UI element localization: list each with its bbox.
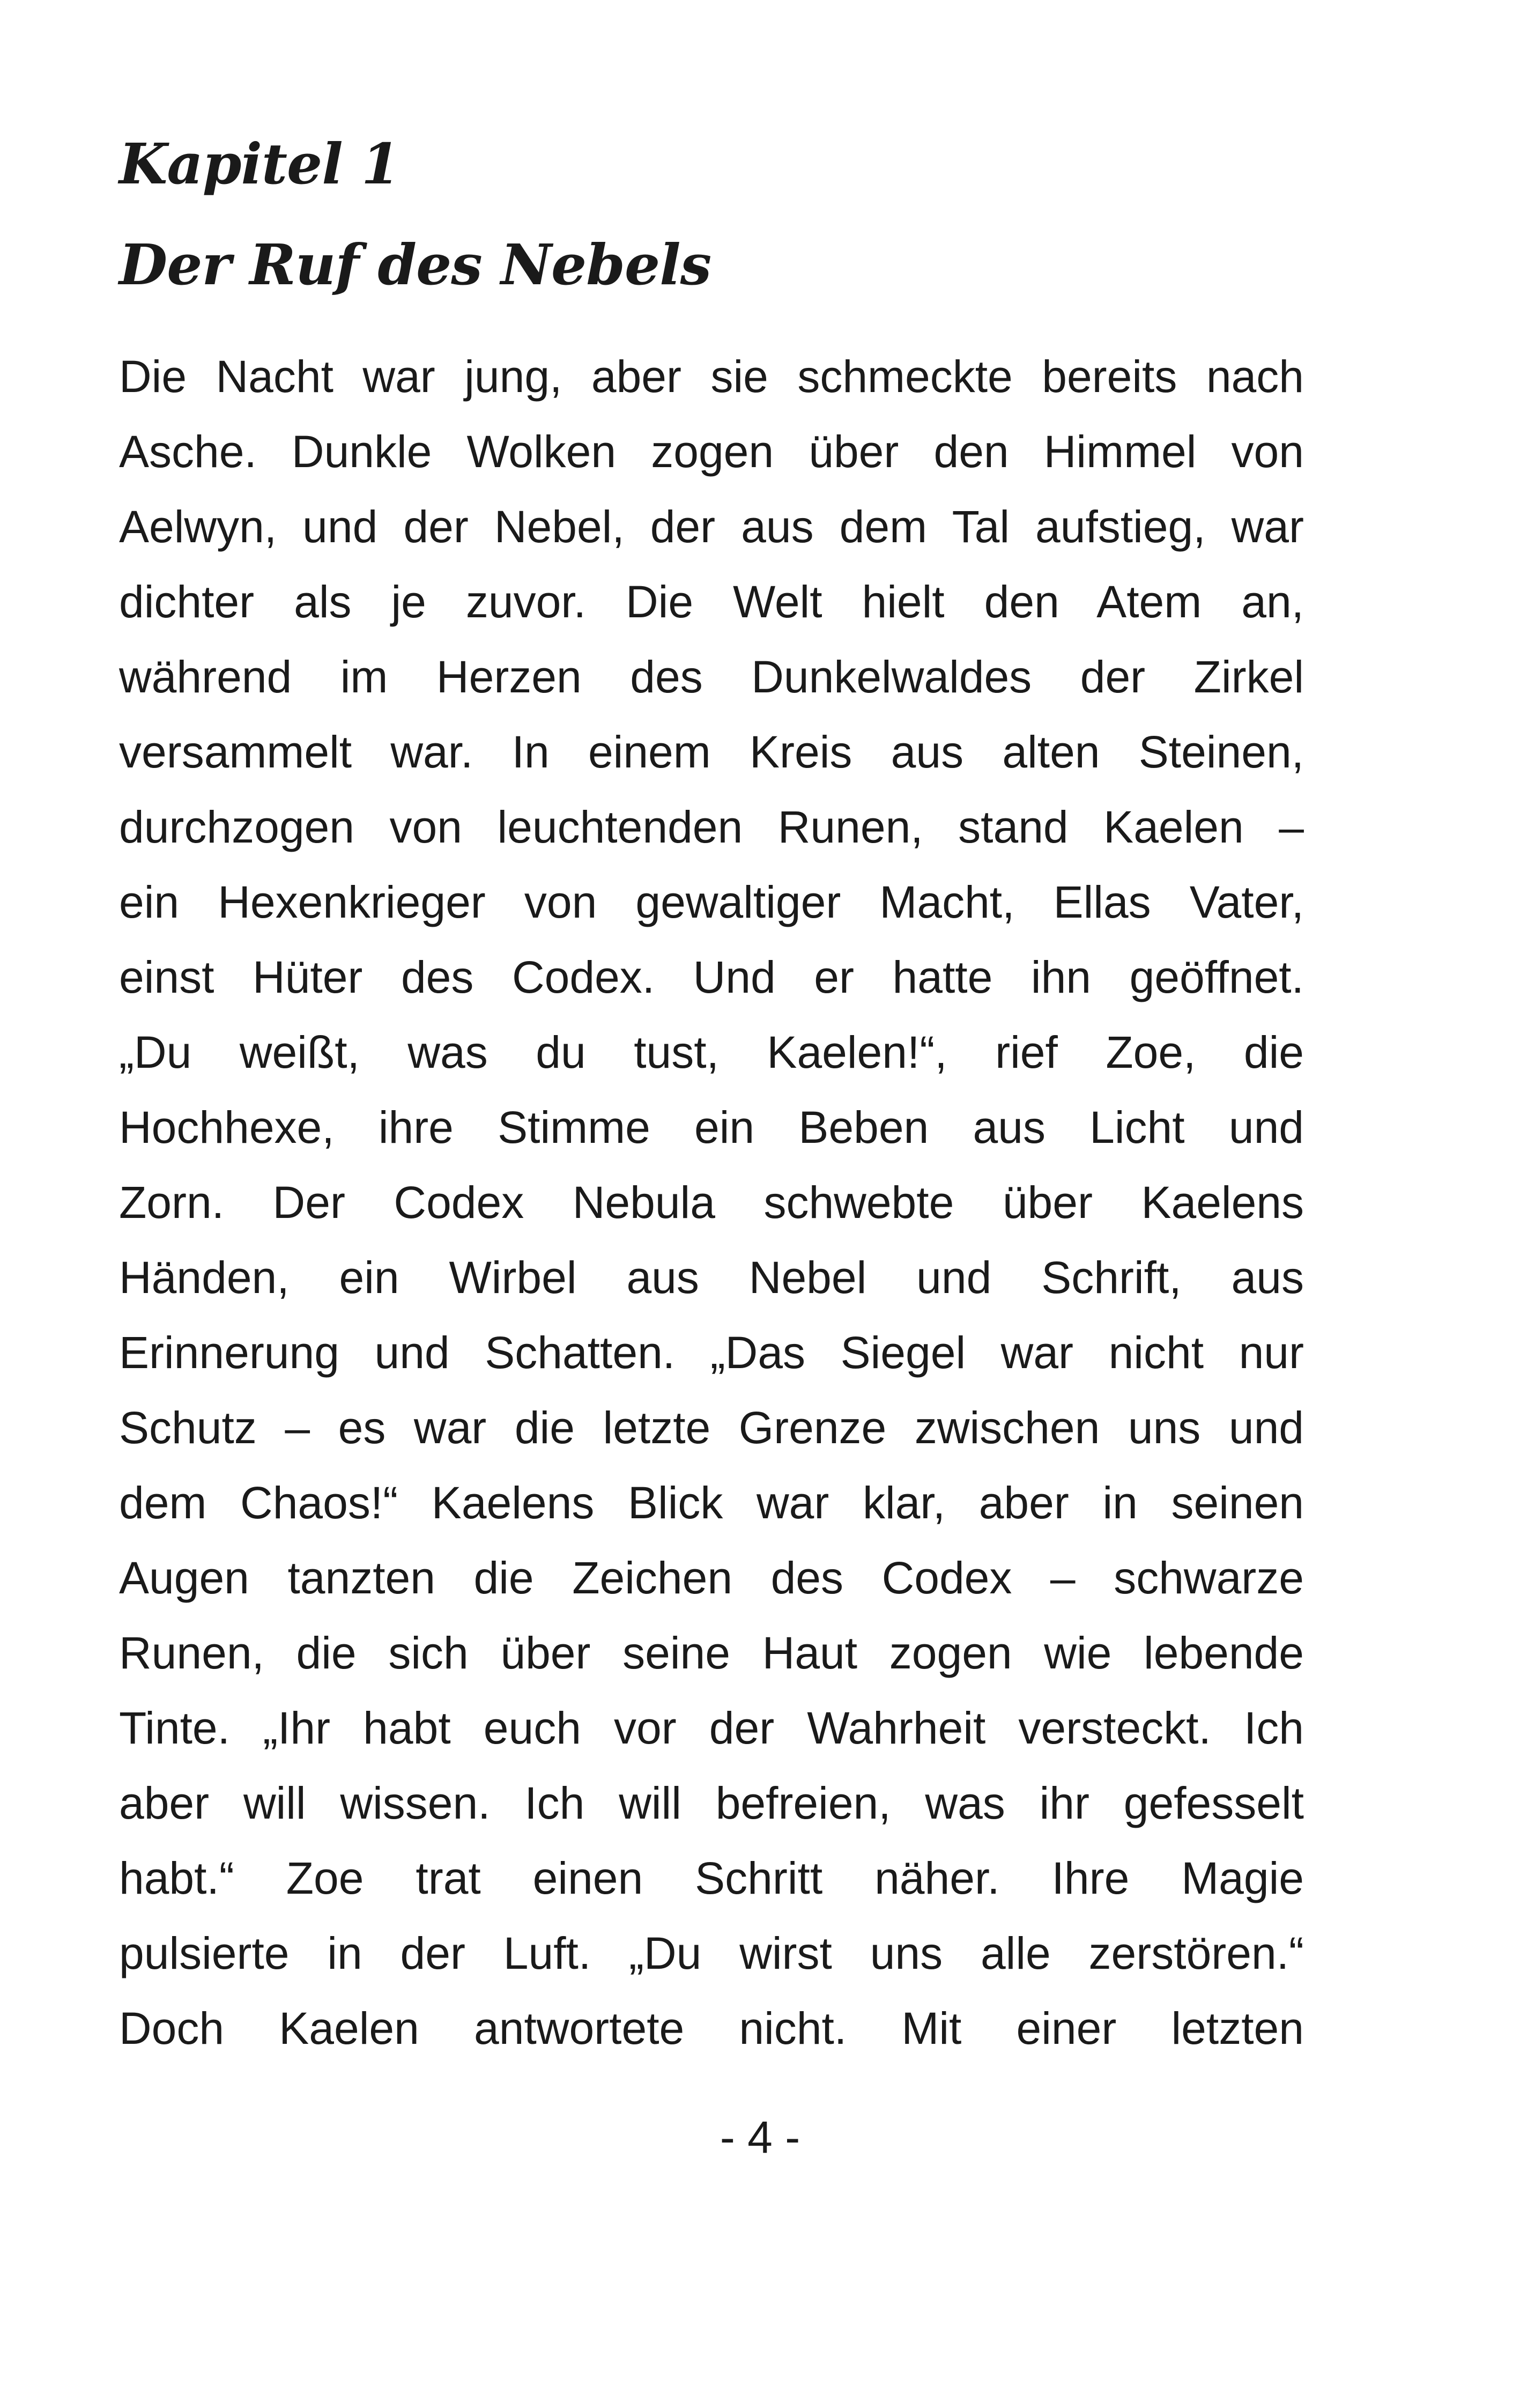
text-line: habt.“ Zoe trat einen Schritt näher. Ihre Magie xyxy=(119,1853,1304,1903)
text-line: Schutz – es war die letzte Grenze zwischen uns und xyxy=(119,1402,1304,1453)
text-line: Hochhexe, ihre Stimme ein Beben aus Licht und xyxy=(119,1102,1304,1153)
text-line: aber will wissen. Ich will befreien, was ihr gefesselt xyxy=(119,1778,1304,1828)
text-line: Tinte. „Ihr habt euch vor der Wahrheit versteckt. Ich xyxy=(119,1703,1304,1753)
chapter-body-text xyxy=(119,339,1304,2066)
text-line: durchzogen von leuchtenden Runen, stand Kaelen – xyxy=(119,802,1304,852)
text-line: während im Herzen des Dunkelwaldes der Zirkel xyxy=(119,652,1304,702)
chapter-number: Kapitel 1 xyxy=(119,131,400,197)
text-line: „Du weißt, was du tust, Kaelen!“, rief Zoe, die xyxy=(119,1027,1304,1077)
chapter-title: Der Ruf des Nebels xyxy=(119,232,711,298)
text-line: pulsierte in der Luft. „Du wirst uns alle zerstören.“ xyxy=(119,1928,1304,1978)
text-line: Die Nacht war jung, aber sie schmeckte bereits nach xyxy=(119,351,1304,402)
text-line: dem Chaos!“ Kaelens Blick war klar, aber in seinen xyxy=(119,1478,1304,1528)
page-number: - 4 - xyxy=(720,2112,800,2162)
text-line: Zorn. Der Codex Nebula schwebte über Kaelens xyxy=(119,1177,1304,1228)
text-line: versammelt war. In einem Kreis aus alten Steinen, xyxy=(119,727,1304,777)
text-line: Aelwyn, und der Nebel, der aus dem Tal aufstieg, war xyxy=(119,501,1304,552)
text-line: Händen, ein Wirbel aus Nebel und Schrift, aus xyxy=(119,1252,1304,1303)
text-line: Erinnerung und Schatten. „Das Siegel war nicht nur xyxy=(119,1327,1304,1378)
text-line: Asche. Dunkle Wolken zogen über den Himmel von xyxy=(119,426,1304,477)
chapter-heading xyxy=(119,114,1406,315)
text-line: einst Hüter des Codex. Und er hatte ihn geöffnet. xyxy=(119,952,1304,1002)
text-line: dichter als je zuvor. Die Welt hielt den Atem an, xyxy=(119,577,1304,627)
text-line: Runen, die sich über seine Haut zogen wie lebende xyxy=(119,1628,1304,1678)
text-line: Augen tanzten die Zeichen des Codex – schwarze xyxy=(119,1553,1304,1603)
text-line: Doch Kaelen antwortete nicht. Mit einer letzten xyxy=(119,2003,1304,2054)
text-line: ein Hexenkrieger von gewaltiger Macht, Ellas Vater, xyxy=(119,877,1304,927)
